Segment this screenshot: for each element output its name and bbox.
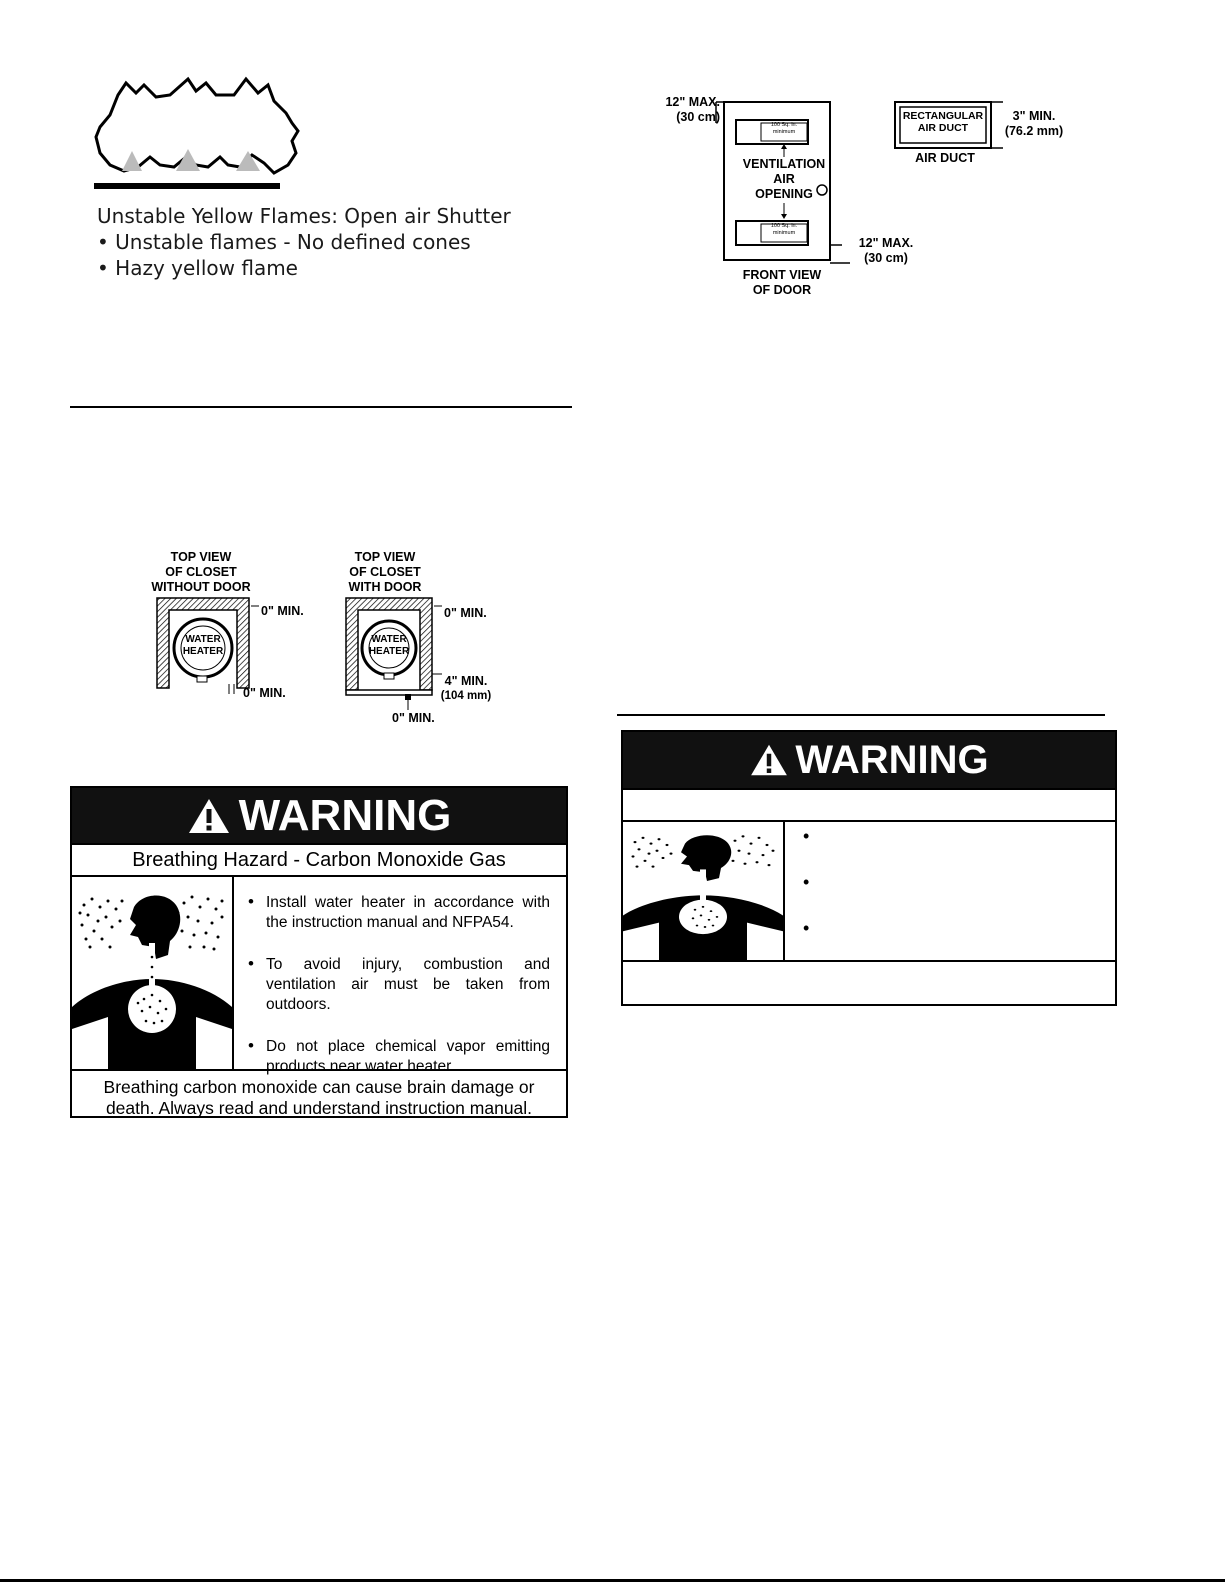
page-bottom-rule: [0, 1579, 1225, 1582]
warning-triangle-icon: [187, 797, 231, 835]
warning-bullet: • To avoid injury, combustion and ventilation air must be taken from outdoors.: [234, 955, 550, 1015]
flame-illustration: [92, 75, 302, 193]
figure-head: [130, 895, 180, 959]
closet-with-door-diagram: [336, 550, 506, 730]
warning-label-right: [621, 730, 1117, 1006]
bullet-dot: •: [803, 918, 810, 938]
flame-cones: [122, 149, 260, 171]
warning-footer: Breathing carbon monoxide can cause brain damage or death. Always read and understand instruction manual.: [103, 1077, 535, 1118]
front-view-label: FRONT VIEW OF DOOR: [742, 268, 822, 297]
warning-bullet: • Do not place chemical vapor emitting products near water heater.: [234, 1037, 550, 1077]
section-divider: [617, 714, 1105, 716]
ventilation-label: VENTILATION AIR OPENING: [742, 157, 826, 201]
door-ventilation-diagram: [650, 95, 930, 310]
water-heater-label: WATER HEATER: [182, 634, 224, 657]
duct-inner-label: RECTANGULAR AIR DUCT: [902, 110, 984, 134]
burner-line: [94, 183, 280, 189]
flame-outline: [96, 79, 298, 173]
bullet-dot: •: [803, 826, 810, 846]
warning-bullet: • Install water heater in accordance with the instruction manual and NFPA54.: [234, 893, 550, 933]
warning-label-left: [70, 786, 568, 1118]
section-divider: [70, 406, 572, 408]
upper-grille-label: 100 Sq. in. minimum: [770, 122, 798, 135]
closet-door: [346, 690, 432, 695]
air-duct-diagram: [893, 100, 1073, 170]
side-min-label: 0" MIN.: [261, 604, 304, 618]
warning-triangle-icon: [749, 743, 789, 777]
warning-heading: WARNING: [238, 790, 452, 840]
breathing-hazard-icon: [72, 877, 234, 1069]
duct-min-label: 3" MIN. (76.2 mm): [1004, 109, 1064, 138]
water-heater-label: WATER HEATER: [368, 634, 410, 657]
lower-grille-label: 100 Sq. in. minimum: [770, 223, 798, 236]
top-max-label: 12" MAX. (30 cm): [665, 95, 720, 124]
warning-subtitle: Breathing Hazard - Carbon Monoxide Gas: [72, 843, 566, 877]
front-min-label: 0" MIN.: [243, 686, 286, 700]
door-min-label: 0" MIN.: [392, 711, 435, 725]
bottom-max-label: 12" MAX. (30 cm): [858, 236, 914, 265]
bullet-dot: •: [803, 872, 810, 892]
front-min-label: 4" MIN. (104 mm): [440, 674, 492, 702]
closet-with-door-title: TOP VIEW OF CLOSET WITH DOOR: [348, 550, 422, 594]
warning-header: [72, 788, 566, 843]
closet-no-door-title: TOP VIEW OF CLOSET WITHOUT DOOR: [151, 550, 251, 594]
warning-subtitle: [623, 788, 1115, 822]
figure-lungs: [128, 985, 176, 1033]
flame-title: Unstable Yellow Flames: Open air Shutter: [97, 204, 511, 228]
breathing-hazard-icon: [623, 822, 785, 960]
air-duct-caption: AIR DUCT: [915, 151, 975, 165]
warning-bullets: [234, 893, 550, 1077]
warning-heading: WARNING: [795, 737, 989, 782]
warning-header: [623, 732, 1115, 788]
warning-bullets: [785, 822, 1115, 960]
side-min-label: 0" MIN.: [444, 606, 487, 620]
flame-caption: [97, 203, 511, 281]
closet-without-door-diagram: [145, 550, 315, 705]
flame-bullet: • Hazy yellow flame: [97, 256, 298, 280]
flame-bullet: • Unstable flames - No defined cones: [97, 230, 471, 254]
